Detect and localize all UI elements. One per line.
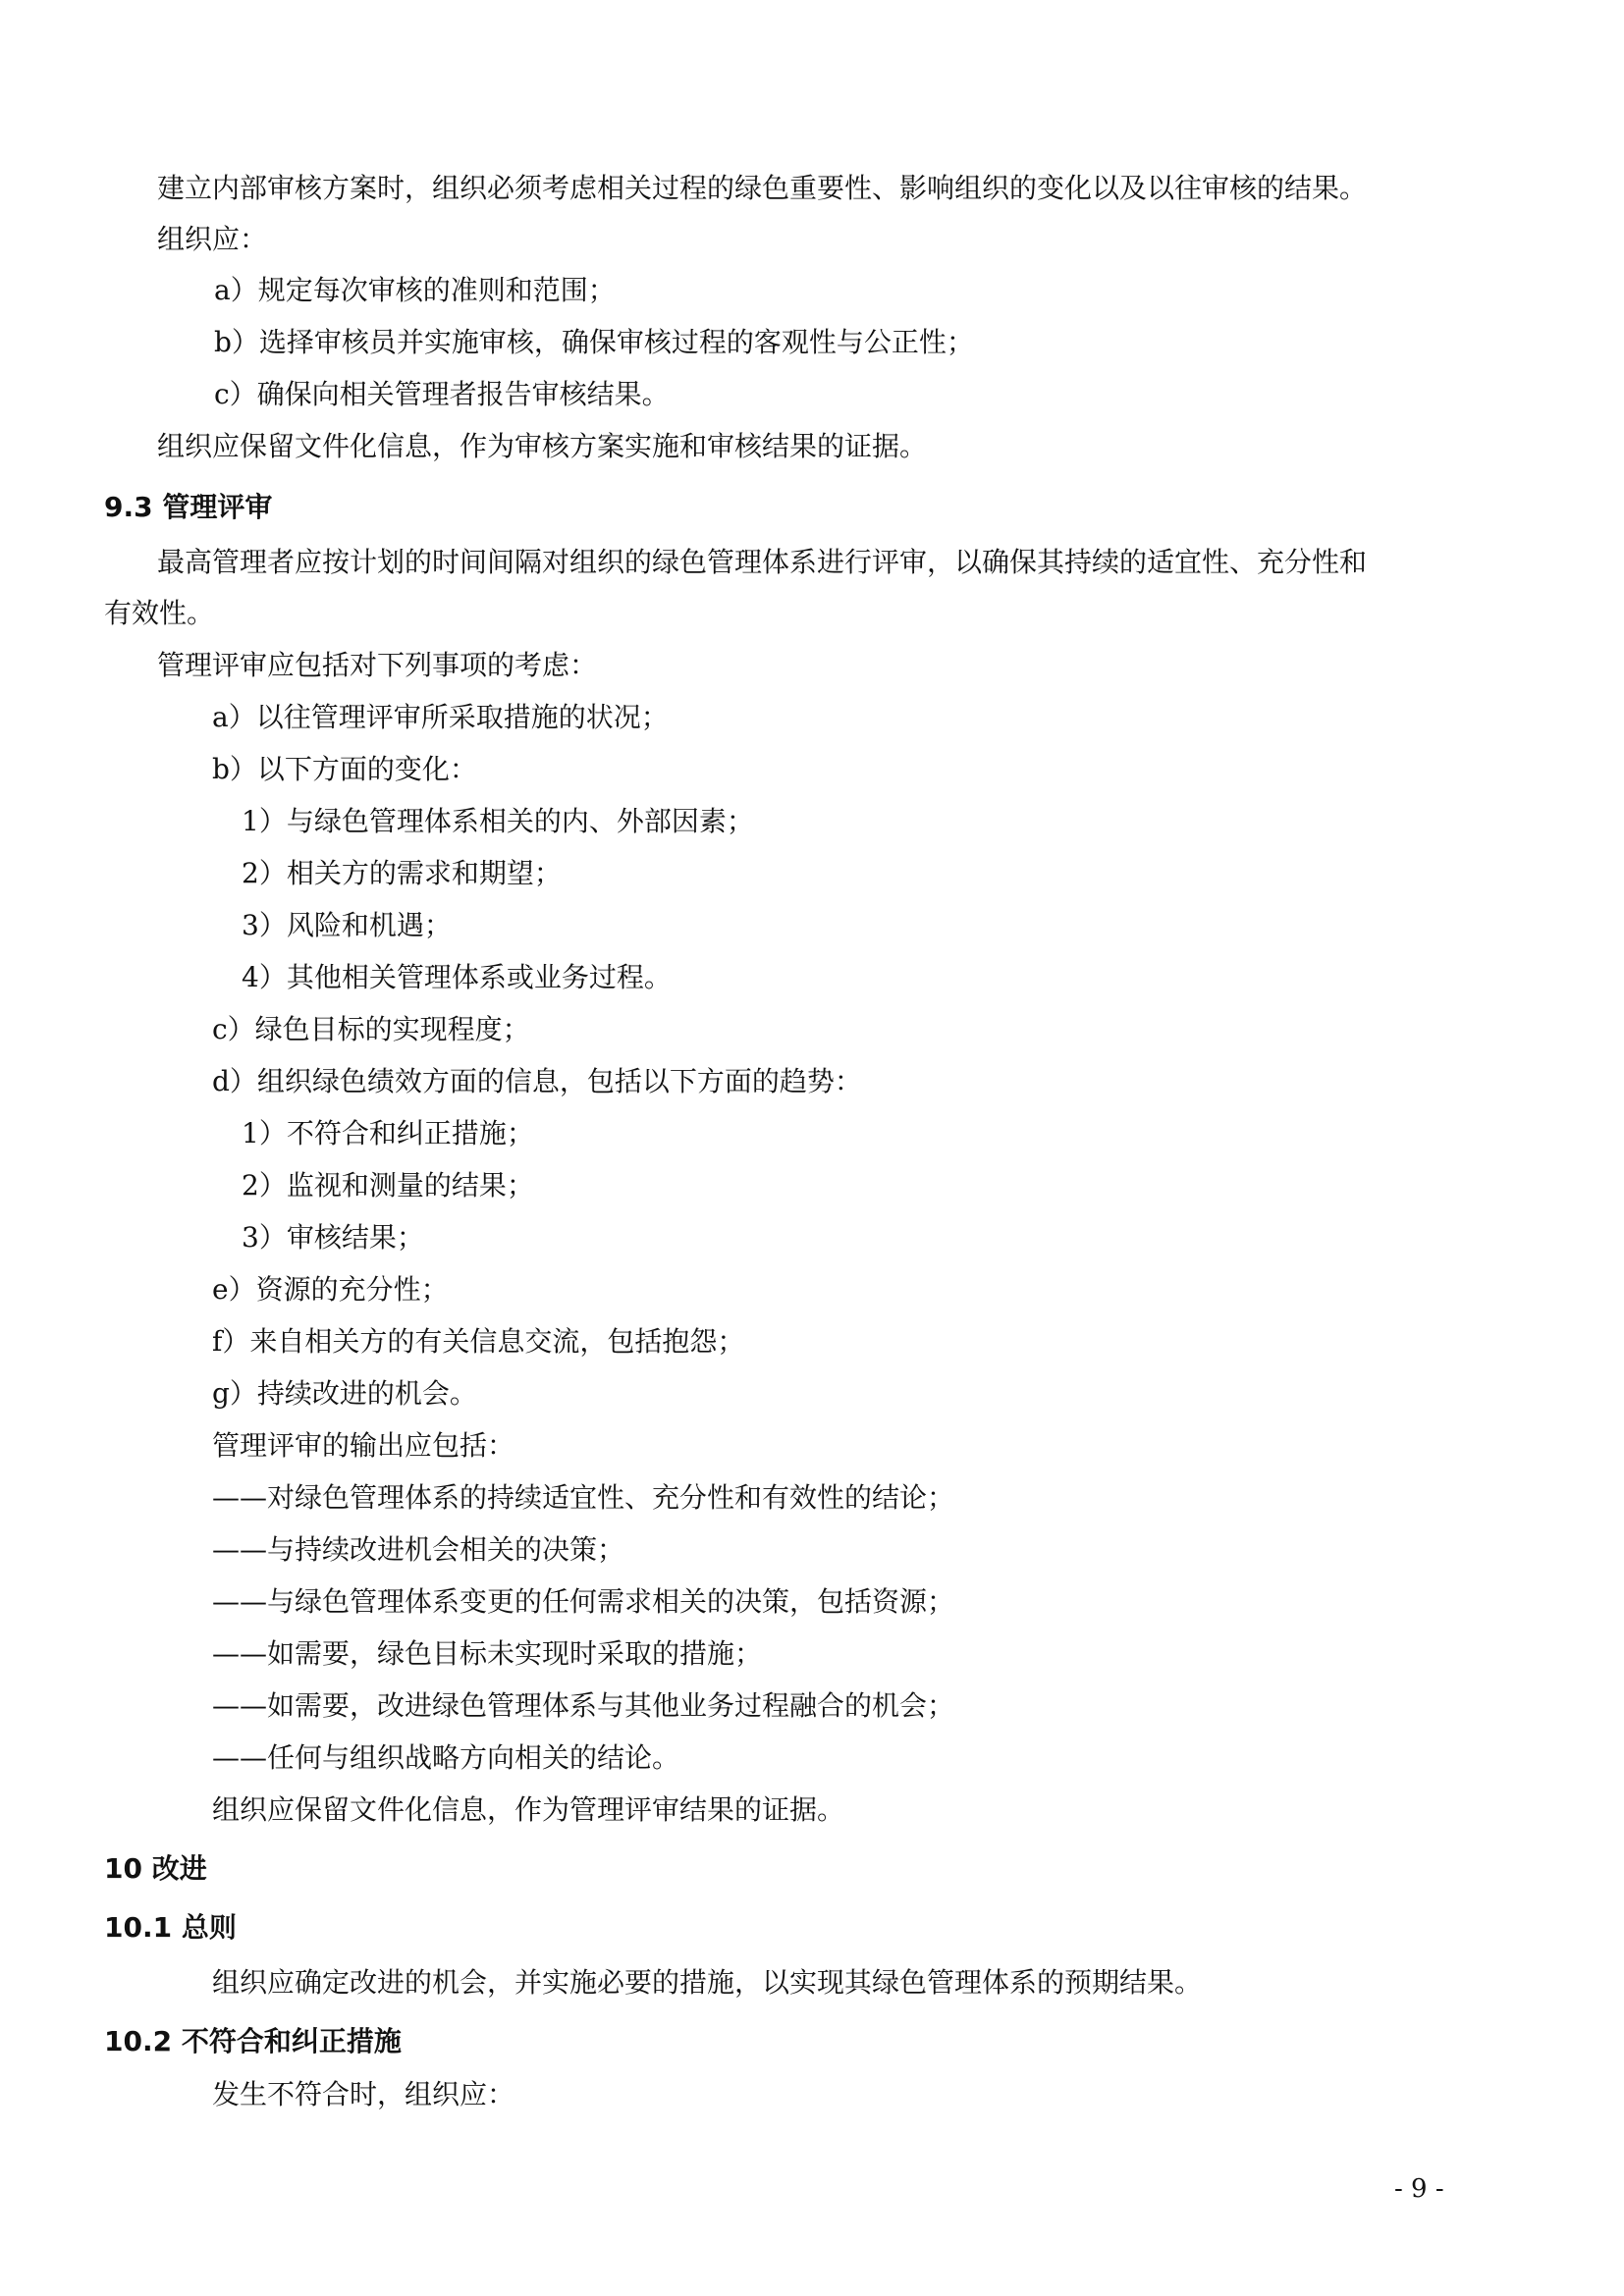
- paragraph-line: 组织应保留文件化信息，作为管理评审结果的证据。: [212, 1793, 845, 1826]
- paragraph-line: 最高管理者应按计划的时间间隔对组织的绿色管理体系进行评审，以确保其持续的适宜性、充分性和: [157, 546, 1368, 578]
- list-item: a）以往管理评审所采取措施的状况；: [212, 701, 669, 733]
- sub-list-item: 2）监视和测量的结果；: [242, 1169, 534, 1201]
- sub-list-item: 1）与绿色管理体系相关的内、外部因素；: [242, 805, 754, 837]
- section-heading-10: 10 改进: [104, 1852, 207, 1885]
- list-item: b）选择审核员并实施审核，确保审核过程的客观性与公正性；: [214, 326, 974, 358]
- sub-list-item: 3）审核结果；: [242, 1221, 424, 1254]
- section-heading-10-2: 10.2 不符合和纠正措施: [104, 2025, 402, 2057]
- dash-list-item: ——与绿色管理体系变更的任何需求相关的决策，包括资源；: [212, 1585, 955, 1618]
- section-heading-10-1: 10.1 总则: [104, 1911, 237, 1944]
- paragraph-line: 组织应保留文件化信息，作为审核方案实施和审核结果的证据。: [157, 430, 928, 462]
- dash-list-item: ——任何与组织战略方向相关的结论。: [212, 1741, 680, 1774]
- paragraph-line: 管理评审的输出应包括：: [212, 1429, 515, 1462]
- page-number: - 9 -: [1394, 2174, 1444, 2204]
- list-item: a）规定每次审核的准则和范围；: [214, 274, 616, 306]
- paragraph-line: 组织应：: [157, 223, 268, 255]
- list-item: b）以下方面的变化：: [212, 753, 477, 785]
- paragraph-line: 发生不符合时，组织应：: [212, 2078, 515, 2110]
- sub-list-item: 3）风险和机遇；: [242, 909, 452, 941]
- list-item: c）绿色目标的实现程度；: [212, 1013, 530, 1045]
- list-item: c）确保向相关管理者报告审核结果。: [214, 378, 670, 410]
- dash-list-item: ——如需要，绿色目标未实现时采取的措施；: [212, 1637, 763, 1670]
- section-heading-9-3: 9.3 管理评审: [104, 491, 273, 523]
- list-item: g）持续改进的机会。: [212, 1377, 477, 1410]
- paragraph-line: 有效性。: [104, 597, 215, 629]
- dash-list-item: ——与持续改进机会相关的决策；: [212, 1533, 625, 1566]
- dash-list-item: ——如需要，改进绿色管理体系与其他业务过程融合的机会；: [212, 1689, 955, 1722]
- dash-list-item: ——对绿色管理体系的持续适宜性、充分性和有效性的结论；: [212, 1481, 955, 1514]
- list-item: e）资源的充分性；: [212, 1273, 449, 1306]
- paragraph-line: 建立内部审核方案时，组织必须考虑相关过程的绿色重要性、影响组织的变化以及以往审核的结果。: [157, 172, 1368, 204]
- sub-list-item: 4）其他相关管理体系或业务过程。: [242, 961, 672, 993]
- paragraph-line: 组织应确定改进的机会，并实施必要的措施，以实现其绿色管理体系的预期结果。: [212, 1966, 1203, 1999]
- sub-list-item: 1）不符合和纠正措施；: [242, 1117, 534, 1149]
- sub-list-item: 2）相关方的需求和期望；: [242, 857, 562, 889]
- paragraph-line: 管理评审应包括对下列事项的考虑：: [157, 649, 598, 681]
- list-item: d）组织绿色绩效方面的信息，包括以下方面的趋势：: [212, 1065, 862, 1097]
- list-item: f）来自相关方的有关信息交流，包括抱怨；: [212, 1325, 745, 1358]
